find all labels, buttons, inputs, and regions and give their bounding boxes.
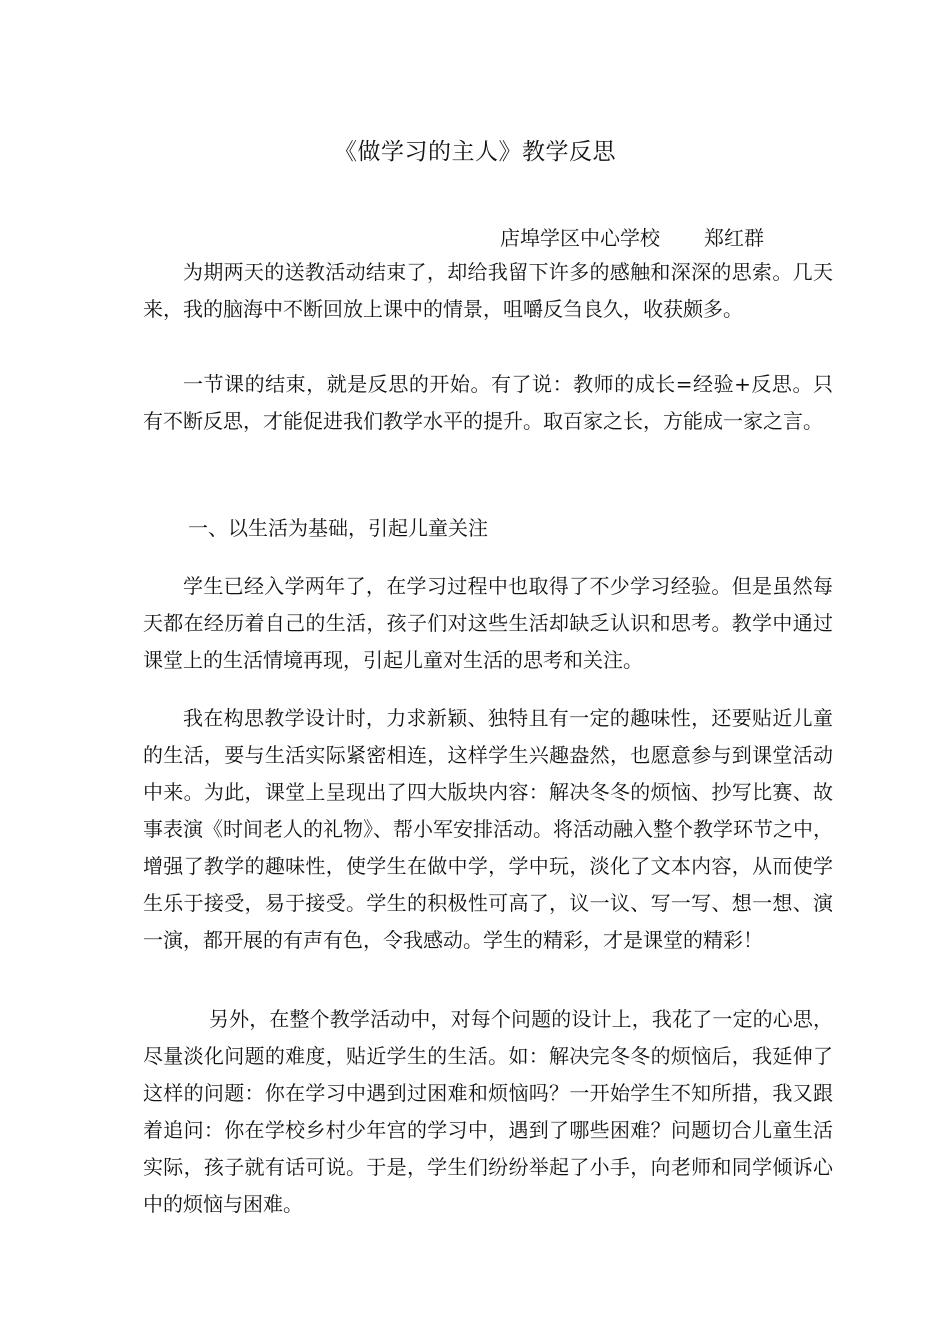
paragraph-text: 学生已经入学两年了，在学习过程中也取得了不少学习经验。但是虽然每天都在经历着自己的生活，孩子们对这些生活却缺乏认识和思考。教学中通过课堂上的生活情境再现，引起儿童对生活的思考和关注。 [143, 574, 833, 672]
paragraph-intro [143, 254, 833, 328]
paragraph-text: 另外，在整个教学活动中，对每个问题的设计上，我花了一定的心思，尽量淡化问题的难度，贴近学生的生活。如：解决完冬冬的烦恼后，我延伸了这样的问题：你在学习中遇到过困难和烦恼吗？一开始学生不知所措，我又跟着追问：你在学校乡村少年宫的学习中，遇到了哪些困难？问题切合儿童生活实际，孩子就有话可说。于是，学生们纷纷举起了小手，向老师和同学倾诉心中的烦恼与困难。 [143, 1007, 833, 1216]
paragraph-text: 一节课的结束，就是反思的开始。有了说：教师的成长=经验+反思。只有不断反思，才能促进我们教学水平的提升。取百家之长，方能成一家之言。 [143, 372, 833, 433]
paragraph-life-basis [143, 568, 833, 679]
paragraph-questions [143, 1001, 833, 1223]
author-line [500, 222, 764, 251]
section-heading-1: 一、以生活为基础，引起儿童关注 [188, 516, 488, 540]
paragraph-text: 为期两天的送教活动结束了，却给我留下许多的感触和深深的思索。几天来，我的脑海中不断回放上课中的情景，咀嚼反刍良久，收获颇多。 [143, 260, 833, 321]
paragraph-text: 我在构思教学设计时，力求新颖、独特且有一定的趣味性，还要贴近儿童的生活，要与生活实际紧密相连，这样学生兴趣盎然，也愿意参与到课堂活动中来。为此，课堂上呈现出了四大版块内容：解决冬冬的烦恼、抄写比赛、故事表演《时间老人的礼物》、帮小军安排活动。将活动融入整个教学环节之中，增强了教学的趣味性，使学生在做中学，学中玩，淡化了文本内容，从而使学生乐于接受，易于接受。学生的积极性可高了，议一议、写一写、想一想、演一演，都开展的有声有色，令我感动。学生的精彩，才是课堂的精彩！ [143, 706, 833, 952]
author-name: 郑红群 [704, 226, 764, 250]
author-school: 店埠学区中心学校 [500, 226, 660, 250]
document-title: 《做学习的主人》教学反思 [334, 139, 616, 165]
paragraph-reflection [143, 366, 833, 440]
paragraph-design [143, 700, 833, 959]
